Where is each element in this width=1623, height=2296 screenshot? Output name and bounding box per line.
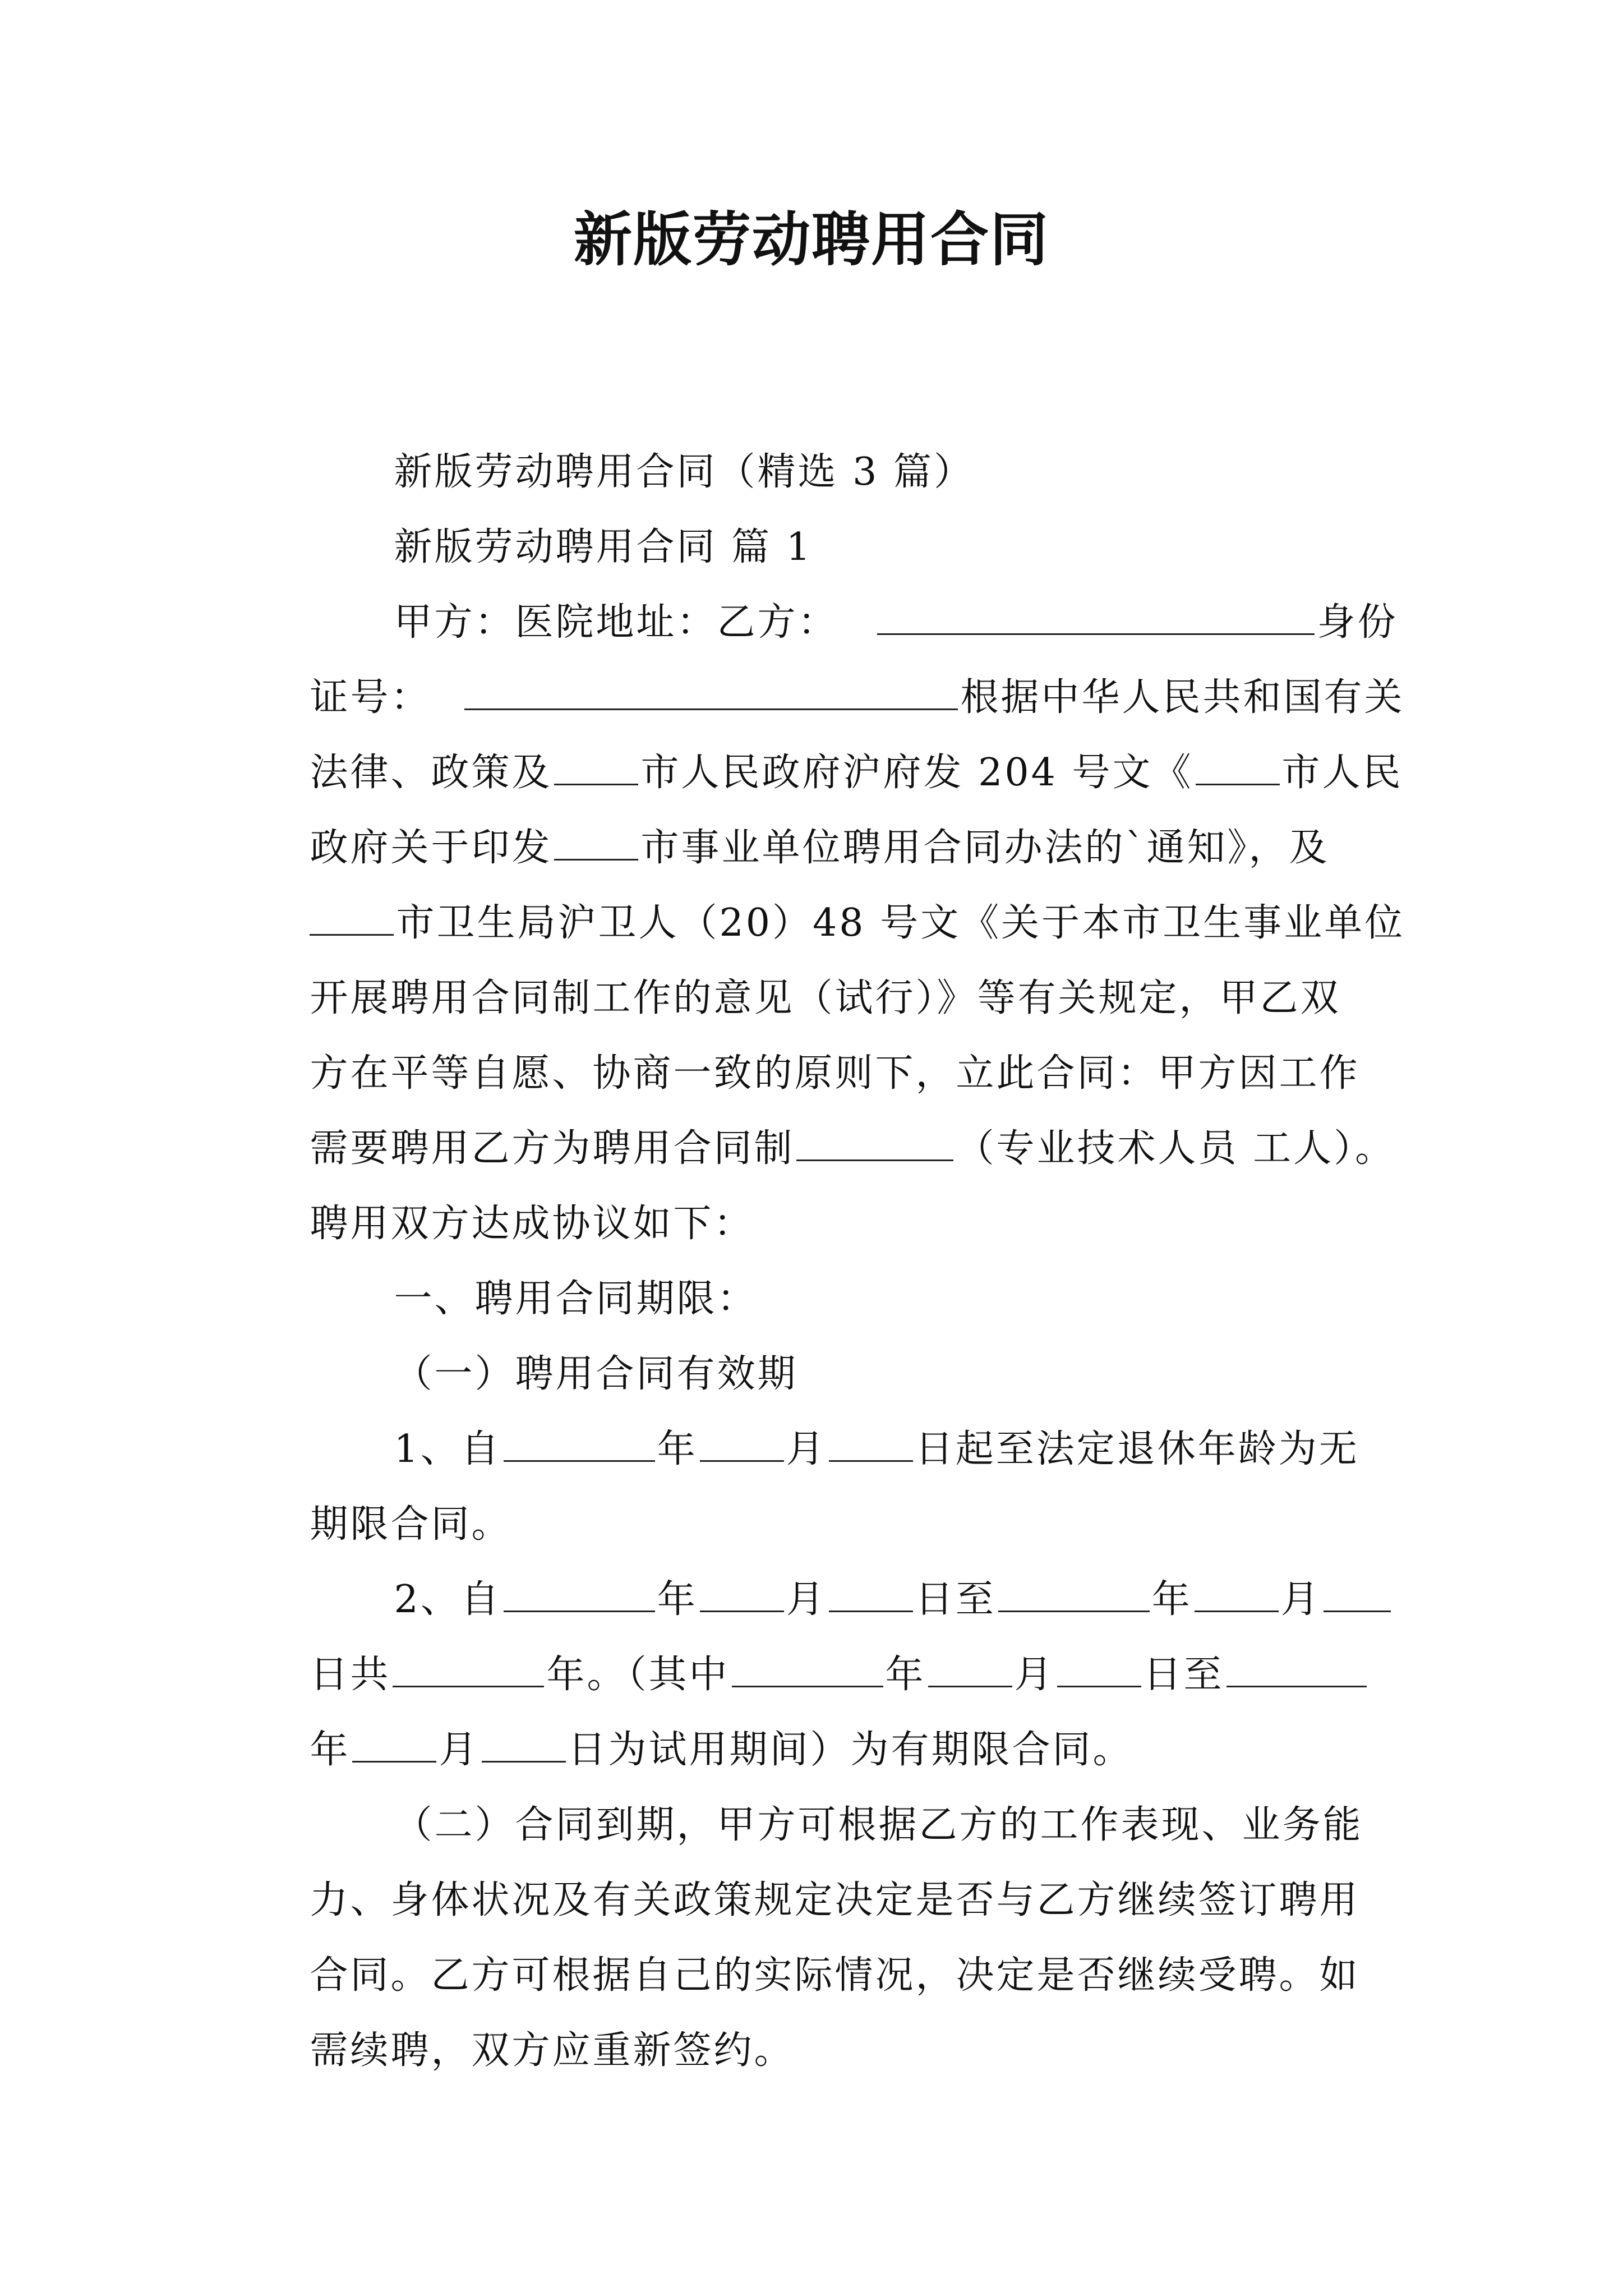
text-segment: 市事业单位聘用合同办法的`通知》，及 — [640, 826, 1330, 870]
text-segment: 一、聘用合同期限： — [394, 1277, 758, 1321]
text-segment: 日为试用期间）为有期限合同。 — [568, 1728, 1133, 1772]
text-segment: （二）合同到期，甲方可根据乙方的工作表现、业务能 — [394, 1803, 1363, 1847]
text-segment: 甲方：医院地址：乙方： — [394, 600, 838, 645]
blank-field — [796, 1126, 953, 1161]
text-segment: 根据中华人民共和国有关 — [960, 675, 1405, 720]
text-segment: 法律、政策及 — [310, 751, 552, 795]
document-title: 新版劳动聘用合同 — [573, 205, 1049, 274]
text-segment: （专业技术人员 工人）。 — [956, 1126, 1396, 1171]
text-segment: 年 — [657, 1577, 698, 1622]
text-segment: 日共 — [310, 1653, 391, 1697]
text-segment: 年 — [657, 1427, 698, 1471]
text-segment: 方在平等自愿、协商一致的原则下，立此合同：甲方因工作 — [310, 1051, 1360, 1096]
text-segment: 市人民政府沪府发 204 号文《 — [640, 751, 1193, 795]
text-segment: 身份 — [1317, 600, 1398, 645]
text-segment: 年 — [1151, 1577, 1192, 1622]
text-segment: 市卫生局沪卫人（20）48 号文《关于本市卫生事业单位 — [396, 901, 1405, 945]
text-segment: 力、身体状况及有关政策规定决定是否与乙方继续签订聘用 — [310, 1878, 1360, 1922]
text-segment: 日至 — [1143, 1653, 1224, 1697]
text-segment: 月 — [786, 1427, 827, 1471]
text-segment: 市人民 — [1281, 751, 1403, 795]
text-segment: 新版劳动聘用合同（精选 3 篇） — [394, 450, 974, 494]
blank-field — [1227, 1652, 1367, 1687]
text-segment: 年。（其中 — [546, 1653, 730, 1697]
paragraph-line — [252, 1967, 794, 2135]
text-segment: 期限合同。 — [310, 1502, 512, 1547]
text-segment: 年 — [885, 1653, 926, 1697]
text-segment: 开展聘用合同制工作的意见（试行）》等有关规定，甲乙双 — [310, 976, 1341, 1020]
blank-field — [829, 1427, 913, 1462]
text-segment: 1、自 — [394, 1427, 501, 1471]
text-segment: 2、自 — [394, 1577, 501, 1622]
text-segment: （一）聘用合同有效期 — [394, 1352, 798, 1396]
text-segment: 政府关于印发 — [310, 826, 552, 870]
text-segment: 需续聘，双方应重新签约。 — [310, 2028, 795, 2073]
blank-field — [504, 1427, 655, 1462]
text-segment: 日至 — [915, 1577, 996, 1622]
blank-field — [700, 1427, 784, 1462]
text-segment: 月 — [439, 1728, 479, 1772]
text-segment: 月 — [1014, 1653, 1055, 1697]
text-segment: 证号： — [310, 675, 431, 720]
text-segment: 日起至法定退休年龄为无 — [915, 1427, 1359, 1471]
text-segment: 聘用双方达成协议如下： — [310, 1202, 754, 1246]
text-segment: 新版劳动聘用合同 篇 1 — [394, 525, 813, 569]
text-segment: 月 — [786, 1577, 827, 1622]
text-segment: 月 — [1280, 1577, 1321, 1622]
text-segment: 合同。乙方可根据自己的实际情况，决定是否继续受聘。如 — [310, 1953, 1360, 1998]
text-segment: 年 — [310, 1728, 351, 1772]
text-segment: 需要聘用乙方为聘用合同制 — [310, 1126, 795, 1171]
